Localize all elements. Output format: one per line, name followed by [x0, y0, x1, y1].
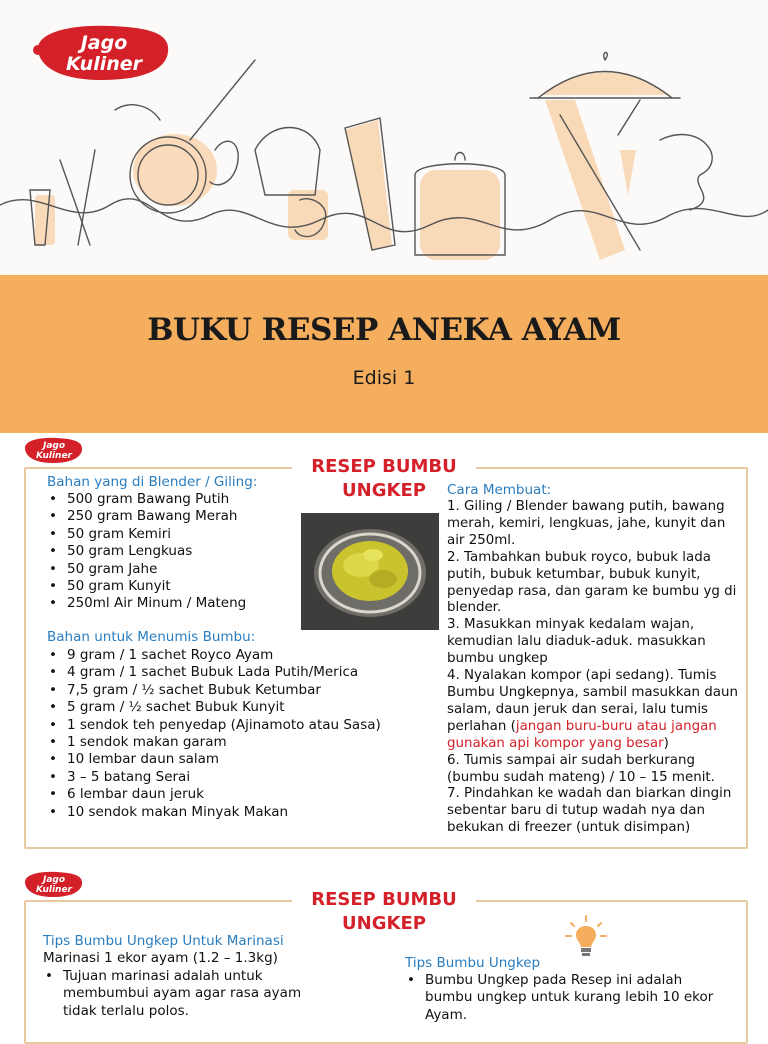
ungkep-tips-label: Tips Bumbu Ungkep	[405, 955, 541, 971]
jago-kuliner-logo	[32, 22, 172, 84]
ungkep-tips-list	[405, 972, 725, 1024]
list-item: • Tujuan marinasi adalah untuk membumbui ayam agar rasa ayam tidak terlalu polos.	[43, 968, 328, 1020]
step-4: 4. Nyalakan kompor (api sedang). Tumis Bumbu Ungkepnya, sambil masukkan daun salam, daun jeruk dan serai, lalu tumis perlahan (jangan buru-buru atau jangan gunakan api kompor yang besar)	[447, 668, 738, 751]
step-4-warning: jangan buru-buru atau jangan gunakan api kompor yang besar	[447, 718, 717, 751]
edition-label: Edisi 1	[352, 367, 416, 389]
svg-text:Jago: Jago	[80, 32, 128, 54]
marinasi-tips-label: Tips Bumbu Ungkep Untuk Marinasi	[43, 933, 284, 949]
list-item: • 4 gram / 1 sachet Bubuk Lada Putih/Merica	[47, 664, 427, 681]
step-3: 3. Masukkan minyak kedalam wajan, kemudian lalu diaduk-aduk. masukkan bumbu ungkep	[447, 617, 706, 667]
list-item: • 5 gram / ½ sachet Bubuk Kunyit	[47, 699, 427, 716]
svg-text:Kuliner: Kuliner	[35, 885, 73, 895]
list-item: • 9 gram / 1 sachet Royco Ayam	[47, 647, 427, 664]
marinasi-text: Marinasi 1 ekor ayam (1.2 – 1.3kg)	[43, 950, 278, 966]
list-item: • 7,5 gram / ½ sachet Bubuk Ketumbar	[47, 682, 427, 699]
lightbulb-icon	[563, 914, 609, 960]
bowl-of-spice-paste-image	[301, 513, 439, 630]
pot-icon	[420, 170, 500, 260]
step-1: 1. Giling / Blender bawang putih, bawang merah, kemiri, lengkuas, jahe, kunyit dan air 250ml.	[447, 499, 726, 548]
list-item: • 250 gram Bawang Merah	[47, 508, 297, 525]
list-item: • Bumbu Ungkep pada Resep ini adalah bumbu ungkep untuk kurang lebih 10 ekor Ayam.	[405, 972, 725, 1024]
recipe-title-1: RESEP BUMBU UNGKEP	[292, 455, 476, 503]
list-item: • 50 gram Lengkuas	[47, 543, 297, 560]
book-title: BUKU RESEP ANEKA AYAM	[147, 312, 621, 348]
list-item: • 250ml Air Minum / Mateng	[47, 595, 297, 612]
svg-text:Jago: Jago	[42, 441, 66, 451]
step-7: 7. Pindahkan ke wadah dan biarkan dingin sebentar baru di tutup wadah nya dan bekukan di freezer (untuk disimpan)	[447, 786, 732, 836]
kitchen-illustration-banner	[0, 0, 768, 275]
blender-ingredients-label: Bahan yang di Blender / Giling:	[47, 474, 258, 490]
cleaver-icon	[345, 120, 392, 250]
svg-text:Jago: Jago	[42, 875, 66, 885]
mug-icon	[288, 190, 328, 240]
step-2: 2. Tambahkan bubuk royco, bubuk lada putih, bubuk ketumbar, bubuk kunyit, penyedap rasa, dan garam ke bumbu yg di blender.	[447, 549, 737, 616]
cara-membuat-label: Cara Membuat:	[447, 482, 552, 498]
glass-icon	[620, 150, 636, 195]
list-item: • 500 gram Bawang Putih	[47, 491, 297, 508]
title-band	[0, 275, 768, 433]
list-item: • 3 – 5 batang Serai	[47, 769, 427, 786]
jago-kuliner-logo-small	[22, 436, 84, 464]
svg-text:Kuliner: Kuliner	[65, 53, 143, 75]
jago-kuliner-logo-small	[22, 870, 84, 898]
bumbu-ungkep-photo	[301, 513, 439, 630]
list-item: • 6 lembar daun jeruk	[47, 786, 427, 803]
svg-text:Kuliner: Kuliner	[35, 451, 73, 461]
tumis-ingredients-label: Bahan untuk Menumis Bumbu:	[47, 629, 256, 645]
blender-ingredient-list	[47, 491, 297, 613]
marinasi-list	[43, 968, 328, 1020]
list-item: • 10 lembar daun salam	[47, 751, 427, 768]
list-item: • 1 sendok teh penyedap (Ajinamoto atau Sasa)	[47, 717, 427, 734]
tumis-ingredient-list	[47, 647, 427, 821]
list-item: • 50 gram Jahe	[47, 561, 297, 578]
list-item: • 50 gram Kunyit	[47, 578, 297, 595]
recipe-title-2: RESEP BUMBU UNGKEP	[292, 888, 476, 936]
list-item: • 1 sendok makan garam	[47, 734, 427, 751]
step-6: 6. Tumis sampai air sudah berkurang (bumbu sudah mateng) / 10 – 15 menit.	[447, 752, 715, 785]
list-item: • 50 gram Kemiri	[47, 526, 297, 543]
list-item: • 10 sendok makan Minyak Makan	[47, 804, 427, 821]
cooking-steps	[447, 499, 740, 837]
